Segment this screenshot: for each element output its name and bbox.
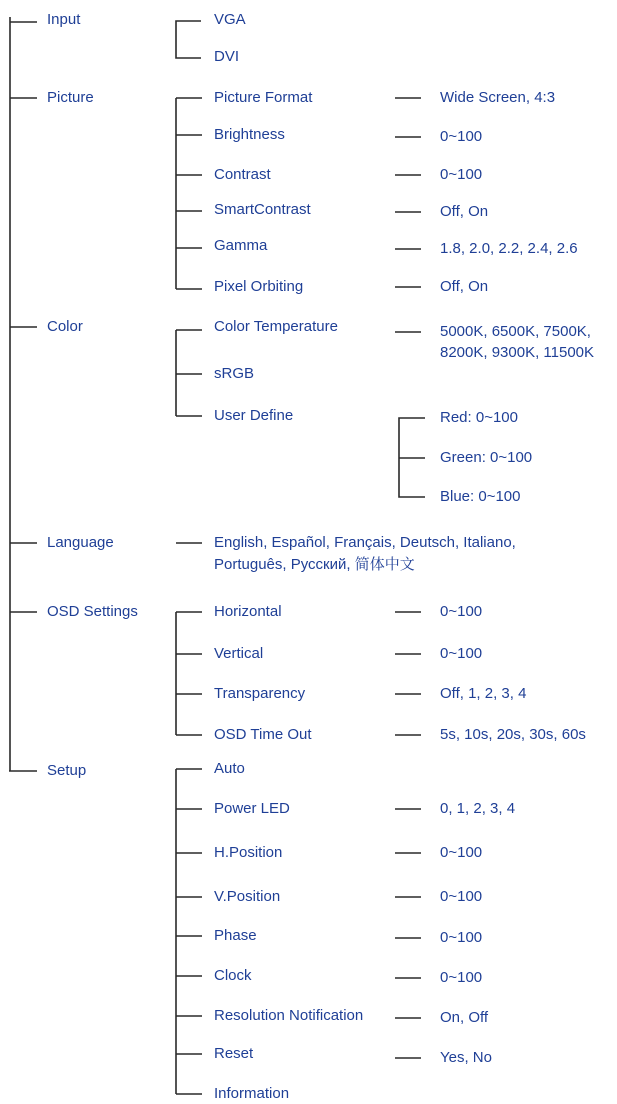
setup-clock-label[interactable]: Clock [214,967,252,984]
setup-power-led-value: 0, 1, 2, 3, 4 [440,800,516,817]
menu-input-label[interactable]: Input [47,11,81,28]
menu-language-label[interactable]: Language [47,534,114,551]
menu-osd-settings-label[interactable]: OSD Settings [47,603,138,620]
setup-resolution-notification-label[interactable]: Resolution Notification [214,1007,364,1024]
pixel-orbiting-label[interactable]: Pixel Orbiting [214,278,304,295]
menu-picture-label[interactable]: Picture [47,89,94,106]
setup-h-position-value: 0~100 [440,844,483,861]
language-options-line2[interactable]: Português, Русский, 简体中文 [214,556,415,573]
osd-horizontal-value: 0~100 [440,603,483,620]
color-temperature-value-line2: 8200K, 9300K, 11500K [440,344,595,361]
setup-v-position-value: 0~100 [440,888,483,905]
pixel-orbiting-value: Off, On [440,278,489,295]
picture-format-value: Wide Screen, 4:3 [440,89,556,106]
osd-vertical-value: 0~100 [440,645,483,662]
gamma-value: 1.8, 2.0, 2.2, 2.4, 2.6 [440,240,578,257]
setup-reset-value: Yes, No [440,1049,492,1066]
osd-time-out-label[interactable]: OSD Time Out [214,726,312,743]
menu-color-label[interactable]: Color [47,318,83,335]
brightness-label[interactable]: Brightness [214,126,285,143]
setup-v-position-label[interactable]: V.Position [214,888,281,905]
gamma-label[interactable]: Gamma [214,237,268,254]
smartcontrast-label[interactable]: SmartContrast [214,201,311,218]
menu-setup-label[interactable]: Setup [47,762,87,779]
input-dvi-label[interactable]: DVI [214,48,240,65]
user-define-green-label[interactable]: Green: 0~100 [440,449,533,466]
srgb-label[interactable]: sRGB [214,365,255,382]
setup-clock-value: 0~100 [440,969,483,986]
color-temperature-label[interactable]: Color Temperature [214,318,338,335]
setup-phase-value: 0~100 [440,929,483,946]
picture-format-label[interactable]: Picture Format [214,89,313,106]
color-temperature-value-line1: 5000K, 6500K, 7500K, [440,323,591,340]
brightness-value: 0~100 [440,128,483,145]
osd-horizontal-label[interactable]: Horizontal [214,603,282,620]
setup-resolution-notification-value: On, Off [440,1009,489,1026]
user-define-red-label[interactable]: Red: 0~100 [440,409,518,426]
smartcontrast-value: Off, On [440,203,489,220]
user-define-label[interactable]: User Define [214,407,294,424]
language-options-line1[interactable]: English, Español, Français, Deutsch, Italiano, [214,534,516,551]
setup-information-label[interactable]: Information [214,1085,290,1102]
osd-vertical-label[interactable]: Vertical [214,645,264,662]
input-bracket [176,21,201,58]
contrast-label[interactable]: Contrast [214,166,271,183]
setup-power-led-label[interactable]: Power LED [214,800,290,817]
input-vga-label[interactable]: VGA [214,11,246,28]
osd-transparency-value: Off, 1, 2, 3, 4 [440,685,527,702]
setup-h-position-label[interactable]: H.Position [214,844,283,861]
setup-auto-label[interactable]: Auto [214,760,245,777]
setup-phase-label[interactable]: Phase [214,927,257,944]
setup-reset-label[interactable]: Reset [214,1045,254,1062]
user-define-blue-label[interactable]: Blue: 0~100 [440,488,521,505]
contrast-value: 0~100 [440,166,483,183]
osd-transparency-label[interactable]: Transparency [214,685,306,702]
osd-time-out-value: 5s, 10s, 20s, 30s, 60s [440,726,586,743]
